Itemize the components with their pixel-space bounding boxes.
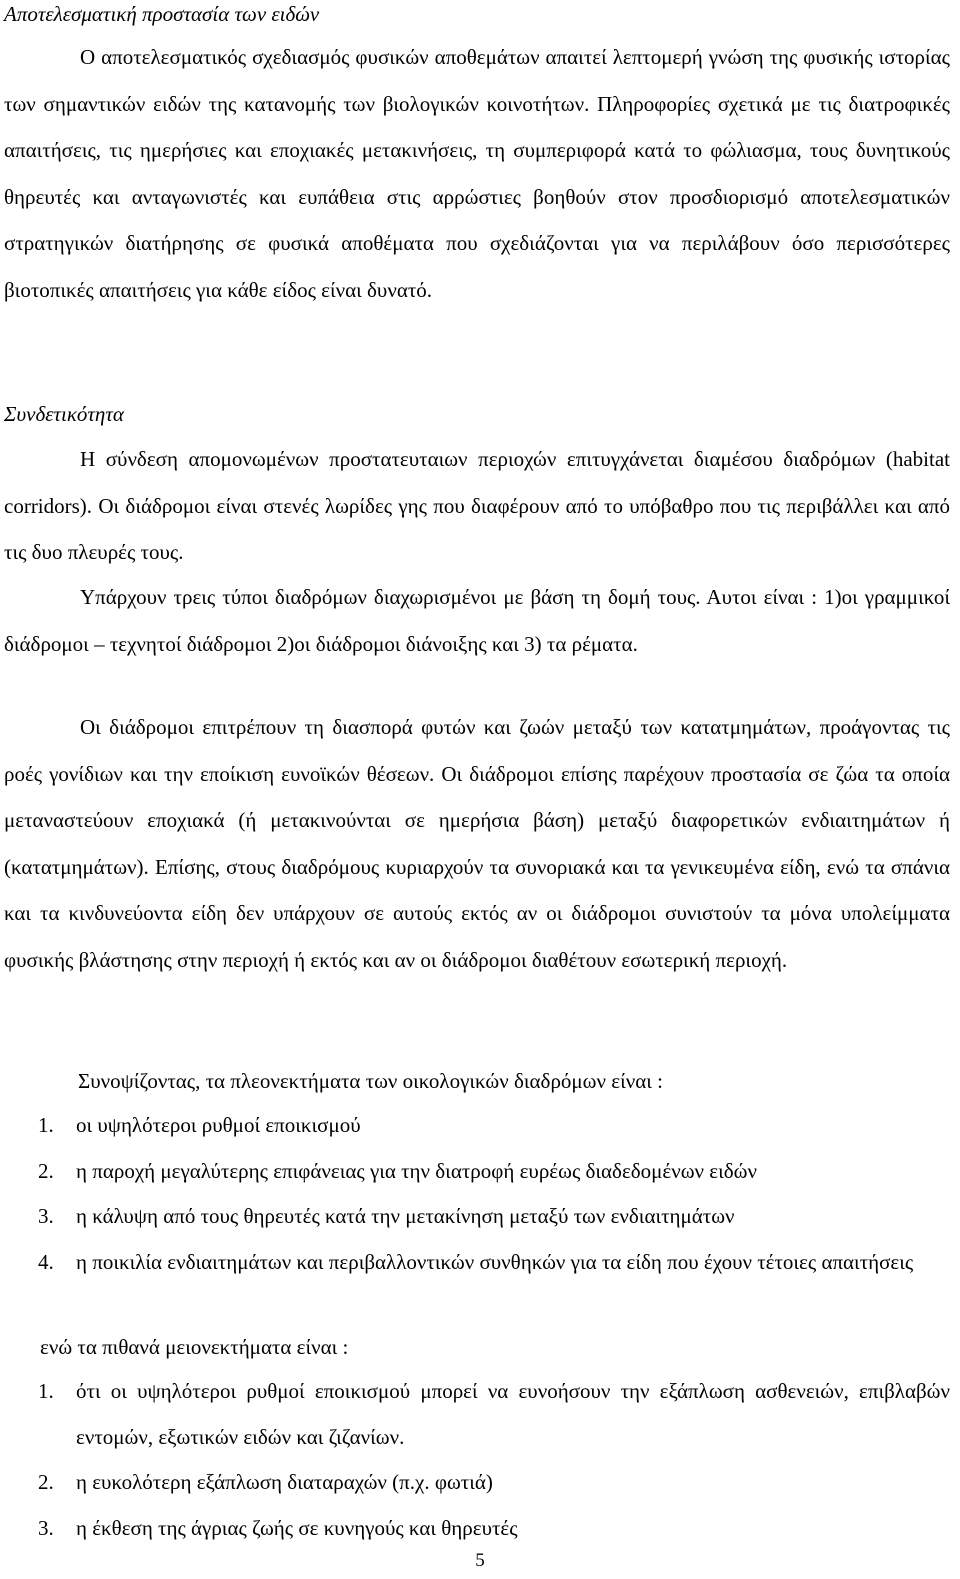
- advantages-list: [0, 1103, 950, 1285]
- section-heading-connectivity: Συνδετικότητα: [4, 402, 124, 426]
- list-text: η ποικιλία ενδιαιτημάτων και περιβαλλοντικών συνθηκών για τα είδη που έχουν τέτοιες απαιτήσεις: [76, 1249, 914, 1274]
- paragraph-corridors-definition: Η σύνδεση απομονωμένων προστατευταιων περιοχών επιτυγχάνεται διαμέσου διαδρόμων (habitat corridors). Οι διάδρομοι είναι στενές λωρίδες γης που διαφέρουν από το υπόβαθρο που τις περιβάλλει και από τις δυο πλευρές τους.: [4, 447, 950, 564]
- list-item: [0, 1460, 950, 1506]
- list-text: η ευκολότερη εξάπλωση διαταραχών (π.χ. φωτιά): [76, 1470, 493, 1495]
- list-number: 3.: [38, 1204, 54, 1229]
- disadvantages-intro: ενώ τα πιθανά μειονεκτήματα είναι :: [40, 1335, 349, 1359]
- list-text: ότι οι υψηλότεροι ρυθμοί εποικισμού μπορεί να ευνοήσουν την εξάπλωση ασθενειών, επιβλαβών εντομών, εξωτικών ειδών και ζιζανίων.: [76, 1379, 950, 1449]
- list-item: [0, 1240, 950, 1286]
- disadvantages-list: [0, 1369, 950, 1551]
- paragraph-corridor-functions: Οι διάδρομοι επιτρέπουν τη διασπορά φυτών και ζωών μεταξύ των κατατμημάτων, προάγοντας τις ροές γονίδιων και την εποίκιση ευνοϊκών θέσεων. Οι διάδρομοι επίσης παρέχουν προστασία σε ζώα τα οποία μεταναστεύουν εποχιακά (ή μετακινούνται σε ημερήσια βάση) μεταξύ διαφορετικών ενδιαιτημάτων ή (κατατμημάτων). Επίσης, στους διαδρόμους κυριαρχούν τα συνοριακά και τα γενικευμένα είδη, ενώ τα σπάνια και τα κινδυνεύοντα είδη δεν υπάρχουν σε αυτούς εκτός αν οι διάδρομοι συνιστούν τα μόνα υπολείμματα φυσικής βλάστησης στην περιοχή ή εκτός και αν οι διάδρομοι διαθέτουν εσωτερική περιοχή.: [4, 715, 950, 972]
- list-item: [0, 1103, 950, 1149]
- list-text: η παροχή μεγαλύτερης επιφάνειας για την διατροφή ευρέως διαδεδομένων ειδών: [76, 1158, 757, 1183]
- list-item: [0, 1506, 950, 1552]
- list-number: 3.: [38, 1515, 54, 1540]
- advantages-intro: Συνοψίζοντας, τα πλεονεκτήματα των οικολογικών διαδρόμων είναι :: [78, 1069, 663, 1093]
- paragraph-species-protection: Ο αποτελεσματικός σχεδιασμός φυσικών αποθεμάτων απαιτεί λεπτομερή γνώση της φυσικής ιστορίας των σημαντικών ειδών της κατανομής των βιολογικών κοινοτήτων. Πληροφορίες σχετικά με τις διατροφικές απαιτήσεις, τις ημερήσιες και εποχιακές μετακινήσεις, τη συμπεριφορά κατά το φώλιασμα, τους δυνητικούς θηρευτές και ανταγωνιστές και ευπάθεια στις αρρώστιες βοηθούν στον προσδιορισμό αποτελεσματικών στρατηγικών διατήρησης σε φυσικά αποθέματα που σχεδιάζονται για να περιλάβουν όσο περισσότερες βιοτοπικές απαιτήσεις για κάθε είδος είναι δυνατό.: [4, 45, 950, 302]
- list-item: [0, 1149, 950, 1195]
- list-number: 2.: [38, 1470, 54, 1495]
- list-text: οι υψηλότεροι ρυθμοί εποικισμού: [76, 1113, 361, 1137]
- list-item: [0, 1194, 950, 1240]
- list-text: η έκθεση της άγριας ζωής σε κυνηγούς και θηρευτές: [76, 1515, 518, 1540]
- list-text: η κάλυψη από τους θηρευτές κατά την μετακίνηση μεταξύ των ενδιαιτημάτων: [76, 1204, 735, 1229]
- list-number: 1.: [38, 1113, 54, 1137]
- paragraph-corridor-types: Υπάρχουν τρεις τύποι διαδρόμων διαχωρισμένοι με βάση τη δομή τους. Αυτοι είναι : 1)οι γραμμικοί διάδρομοι – τεχνητοί διάδρομοι 2)οι διάδρομοι διάνοιξης και 3) τα ρέματα.: [4, 585, 950, 656]
- page-number: 5: [475, 1550, 485, 1571]
- list-number: 1.: [38, 1379, 54, 1403]
- list-number: 4.: [38, 1249, 54, 1274]
- section-heading-species-protection: Αποτελεσματική προστασία των ειδών: [4, 2, 320, 26]
- list-number: 2.: [38, 1158, 54, 1183]
- list-item: [0, 1369, 950, 1460]
